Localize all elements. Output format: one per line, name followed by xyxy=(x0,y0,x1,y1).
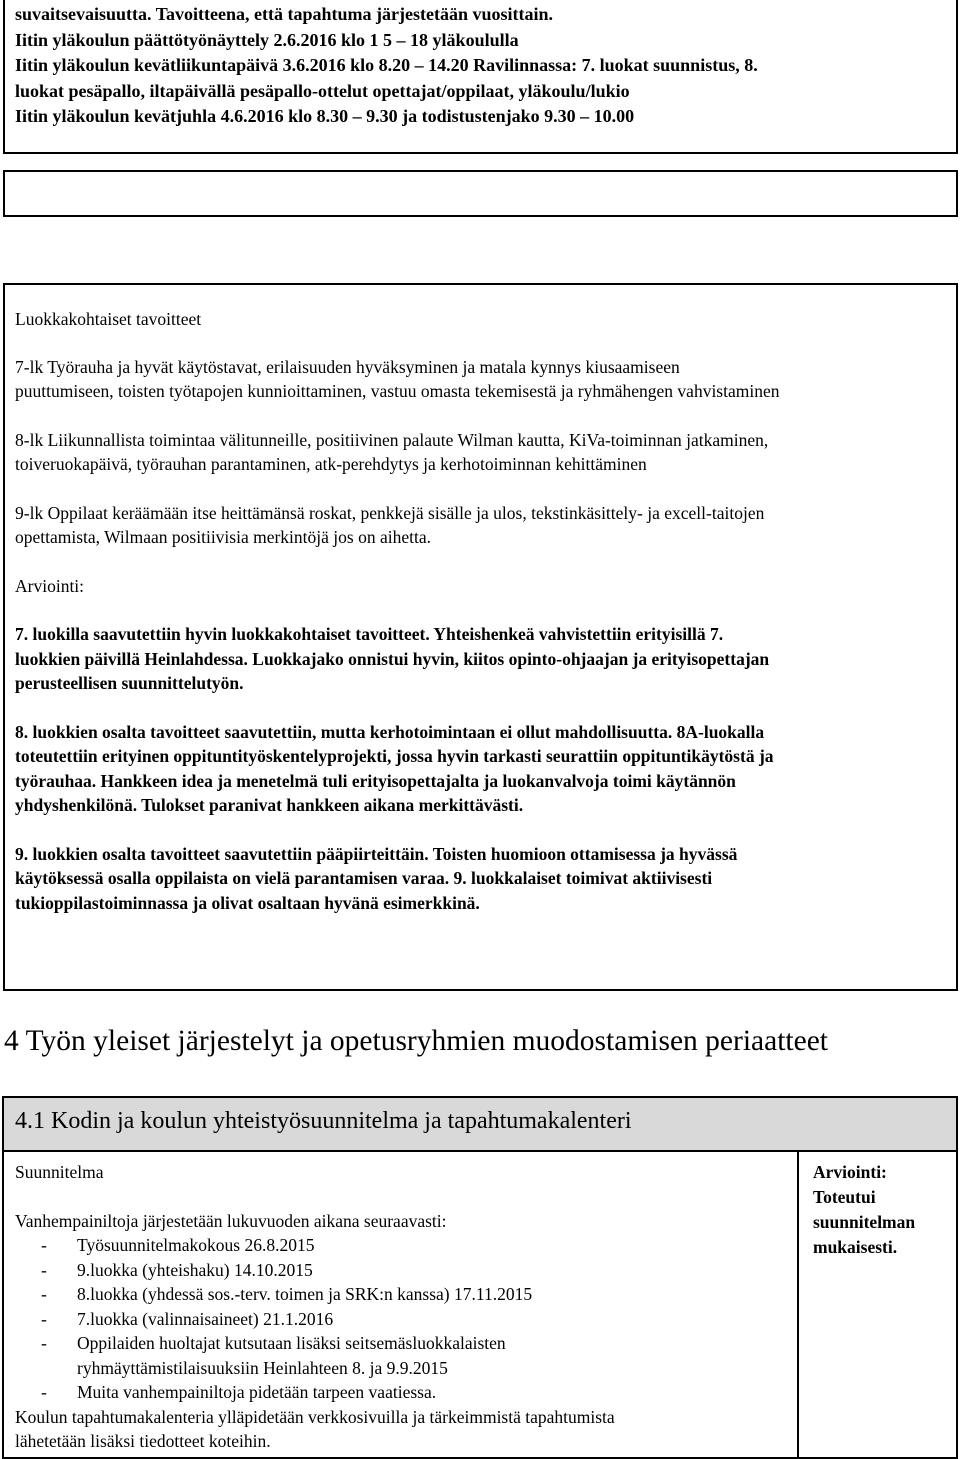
bullet-dash: - xyxy=(41,1235,47,1255)
list-item-text: Muita vanhempainiltoja pidetään tarpeen vaatiessa. xyxy=(77,1382,437,1402)
grade9-line: opettamista, Wilmaan positiivisia merkintöjä jos on aihetta. xyxy=(15,527,431,547)
list-item xyxy=(15,1282,615,1307)
evaluation-line: mukaisesti. xyxy=(813,1237,898,1257)
events-box xyxy=(3,0,958,154)
plan-cell xyxy=(15,1160,615,1454)
bullet-dash: - xyxy=(41,1333,47,1353)
events-text xyxy=(15,2,956,130)
grade8-goals xyxy=(15,428,956,477)
list-item-text: 9.luokka (yhteishaku) 14.10.2015 xyxy=(77,1259,313,1280)
list-item xyxy=(15,1380,615,1405)
bullet-dash: - xyxy=(41,1382,47,1402)
table-header xyxy=(4,1098,956,1152)
bullet-dash: - xyxy=(41,1308,47,1329)
eval8-line: työrauhaa. Hankkeen idea ja menetelmä tuli erityisopettajalta ja luokanvalvoja toimi käytännön xyxy=(15,770,736,791)
eval9-line: 9. luokkien osalta tavoitteet saavutettiin pääpiirteittäin. Toisten huomioon ottamisessa ja hyvässä xyxy=(15,843,738,864)
list-item xyxy=(15,1258,615,1283)
table-title: 4.1 Kodin ja koulun yhteistyösuunnitelma ja tapahtumakalenteri xyxy=(15,1108,632,1134)
goals-content xyxy=(15,307,956,915)
closing-line: lähetetään lisäksi tiedotteet koteihin. xyxy=(15,1431,271,1451)
grade7-line: 7-lk Työrauha ja hyvät käytöstavat, erilaisuuden hyväksyminen ja matala kynnys kiusaamiseen xyxy=(15,356,680,377)
list-item-text: Työsuunnitelmakokous 26.8.2015 xyxy=(77,1235,315,1255)
grade8-evaluation xyxy=(15,720,956,818)
list-item xyxy=(15,1233,615,1258)
events-line: Iitin yläkoulun kevätliikuntapäivä 3.6.2016 klo 8.20 – 14.20 Ravilinnassa: 7. luokat suunnistus, 8. xyxy=(15,55,758,75)
empty-box xyxy=(3,170,958,217)
evaluation-line: Toteutui xyxy=(813,1187,876,1207)
class-goals-box xyxy=(3,283,958,991)
grade7-evaluation xyxy=(15,622,956,696)
grade9-line: 9-lk Oppilaat keräämään itse heittämänsä roskat, penkkejä sisälle ja ulos, tekstinkäsittely- ja excell-taitojen xyxy=(15,502,765,523)
evaluation-cell xyxy=(813,1160,915,1260)
grade8-line: 8-lk Liikunnallista toimintaa välitunneille, positiivinen palaute Wilman kautta, KiVa-toiminnan jatkaminen, xyxy=(15,429,769,450)
events-line: suvaitsevaisuutta. Tavoitteena, että tapahtuma järjestetään vuosittain. xyxy=(15,4,553,24)
eval8-line: yhdyshenkilönä. Tulokset paranivat hankkeen aikana merkittävästi. xyxy=(15,795,524,815)
column-divider xyxy=(797,1150,799,1457)
list-item-text xyxy=(65,1331,506,1380)
eval8-line: 8. luokkien osalta tavoitteet saavutettiin, mutta kerhotoimintaan ei ollut mahdollisuutta. 8A-luokalla xyxy=(15,721,765,742)
closing-line: Koulun tapahtumakalenteria ylläpidetään verkkosivuilla ja tärkeimmistä tapahtumista xyxy=(15,1406,615,1427)
list-item-line: Oppilaiden huoltajat kutsutaan lisäksi seitsemäsluokkalaisten xyxy=(77,1333,506,1353)
events-line: Iitin yläkoulun päättötyönäyttely 2.6.2016 klo 1 5 – 18 yläkoululla xyxy=(15,29,519,50)
eval7-line: 7. luokilla saavutettiin hyvin luokkakohtaiset tavoitteet. Yhteishenkeä vahvistettiin erityisillä 7. xyxy=(15,624,724,644)
bullet-dash: - xyxy=(41,1284,47,1304)
eval7-line: luokkien päivillä Heinlahdessa. Luokkajako onnistui hyvin, kiitos opinto-ohjaajan ja erityisopettajan xyxy=(15,648,770,669)
list-item-text: 7.luokka (valinnaisaineet) 21.1.2016 xyxy=(77,1308,334,1329)
section-heading: 4 Työn yleiset järjestelyt ja opetusryhmien muodostamisen periaatteet xyxy=(4,1025,828,1057)
bullet-dash: - xyxy=(41,1259,47,1280)
eval9-line: käytöksessä osalla oppilaista on vielä parantamisen varaa. 9. luokkalaiset toimivat aktiivisesti xyxy=(15,868,713,888)
cooperation-plan-table xyxy=(2,1096,958,1459)
evaluation-label: Arviointi: xyxy=(15,575,85,596)
plan-intro: Vanhempainiltoja järjestetään lukuvuoden aikana seuraavasti: xyxy=(15,1210,447,1231)
events-line: luokat pesäpallo, iltapäivällä pesäpallo-ottelut opettajat/oppilaat, yläkoulu/lukio xyxy=(15,80,630,101)
evaluation-line: Arviointi: xyxy=(813,1162,887,1182)
grade7-line: puuttumiseen, toisten työtapojen kunnioittaminen, vastuu omasta tekemisestä ja ryhmähengen vahvistaminen xyxy=(15,381,780,401)
grade7-goals xyxy=(15,355,956,404)
grade9-evaluation xyxy=(15,842,956,916)
eval7-line: perusteellisen suunnittelutyön. xyxy=(15,673,244,693)
list-item-line: ryhmäyttämistilaisuuksiin Heinlahteen 8. ja 9.9.2015 xyxy=(77,1357,448,1378)
list-item xyxy=(15,1307,615,1332)
parent-evening-list xyxy=(15,1233,615,1405)
plan-label: Suunnitelma xyxy=(15,1162,104,1182)
eval9-line: tukioppilastoiminnassa ja olivat osaltaan hyvänä esimerkkinä. xyxy=(15,892,480,913)
eval8-line: toteutettiin erityinen oppituntityöskentelyprojekti, jossa hyvin tarkasti seurattiin oppituntikäytöstä ja xyxy=(15,746,774,766)
grade8-line: toiveruokapäivä, työrauhan parantaminen, atk-perehdytys ja kerhotoiminnan kehittäminen xyxy=(15,454,647,474)
grade9-goals xyxy=(15,501,956,550)
evaluation-line: suunnitelman xyxy=(813,1212,916,1232)
list-item xyxy=(15,1331,615,1380)
list-item-text: 8.luokka (yhdessä sos.-terv. toimen ja SRK:n kanssa) 17.11.2015 xyxy=(77,1284,533,1304)
goals-heading: Luokkakohtaiset tavoitteet xyxy=(15,309,202,329)
events-line: Iitin yläkoulun kevätjuhla 4.6.2016 klo 8.30 – 9.30 ja todistustenjako 9.30 – 10.00 xyxy=(15,106,635,126)
